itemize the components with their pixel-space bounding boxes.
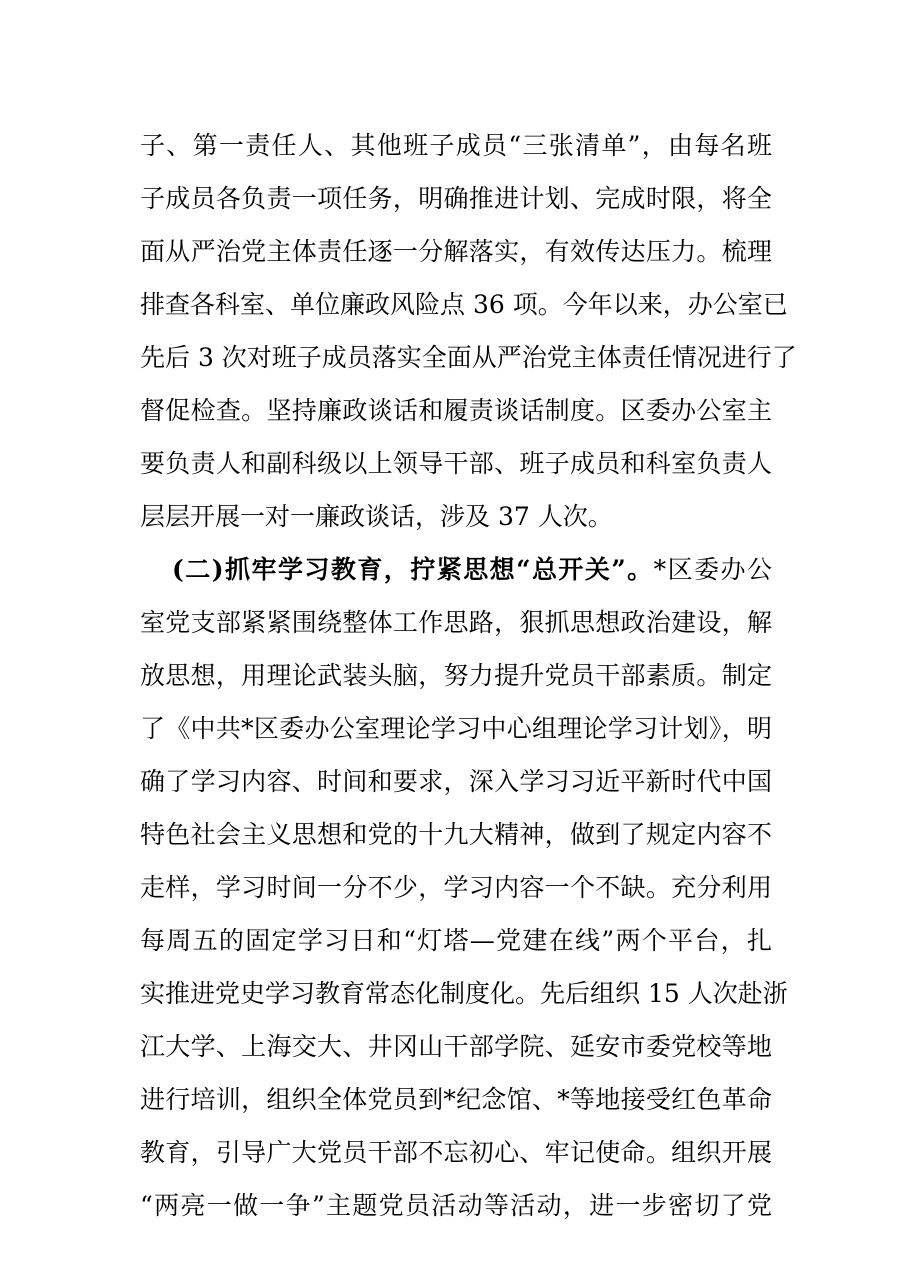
section-heading: (二)抓牢学习教育，拧紧思想“总开关”。 <box>172 555 654 584</box>
text-line: 放思想，用理论武装头脑，努力提升党员干部素质。制定 <box>140 661 772 690</box>
text-line: 进行培训，组织全体党员到*纪念馆、*等地接受红色革命 <box>140 1085 772 1114</box>
text-line: 每周五的固定学习日和“灯塔—党建在线”两个平台，扎 <box>140 926 772 955</box>
text-line: 要负责人和副科级以上领导干部、班子成员和科室负责人 <box>140 449 772 478</box>
text-line: 走样，学习时间一分不少，学习内容一个不缺。充分利用 <box>140 873 772 902</box>
text-line: 江大学、上海交大、井冈山干部学院、延安市委党校等地 <box>140 1032 772 1061</box>
text-line: 层层开展一对一廉政谈话，涉及 37 人次。 <box>140 502 613 531</box>
text-line: 实推进党史学习教育常态化制度化。先后组织 15 人次赴浙 <box>140 979 788 1008</box>
text-line: 子成员各负责一项任务，明确推进计划、完成时限，将全 <box>140 184 772 213</box>
text-line: “两亮一做一争”主题党员活动等活动，进一步密切了党 <box>140 1191 772 1220</box>
text-line: 特色社会主义思想和党的十九大精神，做到了规定内容不 <box>140 820 772 849</box>
text-line: 督促检查。坚持廉政谈话和履责谈话制度。区委办公室主 <box>140 396 772 425</box>
text-line: 确了学习内容、时间和要求，深入学习习近平新时代中国 <box>140 767 772 796</box>
text-line: 室党支部紧紧围绕整体工作思路，狠抓思想政治建设，解 <box>140 608 772 637</box>
text-line: 教育，引导广大党员干部不忘初心、牢记使命。组织开展 <box>140 1138 772 1167</box>
text-line: 排查各科室、单位廉政风险点 36 项。今年以来，办公室已 <box>140 290 788 319</box>
section-heading-line <box>172 550 772 590</box>
text-line: 了《中共*区委办公室理论学习中心组理论学习计划》，明 <box>140 714 772 743</box>
text-line: 先后 3 次对班子成员落实全面从严治党主体责任情况进行了 <box>140 343 797 372</box>
text-line: 面从严治党主体责任逐一分解落实，有效传达压力。梳理 <box>140 237 772 266</box>
text-line: *区委办公 <box>653 555 772 584</box>
text-line: 子、第一责任人、其他班子成员“三张清单”，由每名班 <box>140 131 772 160</box>
